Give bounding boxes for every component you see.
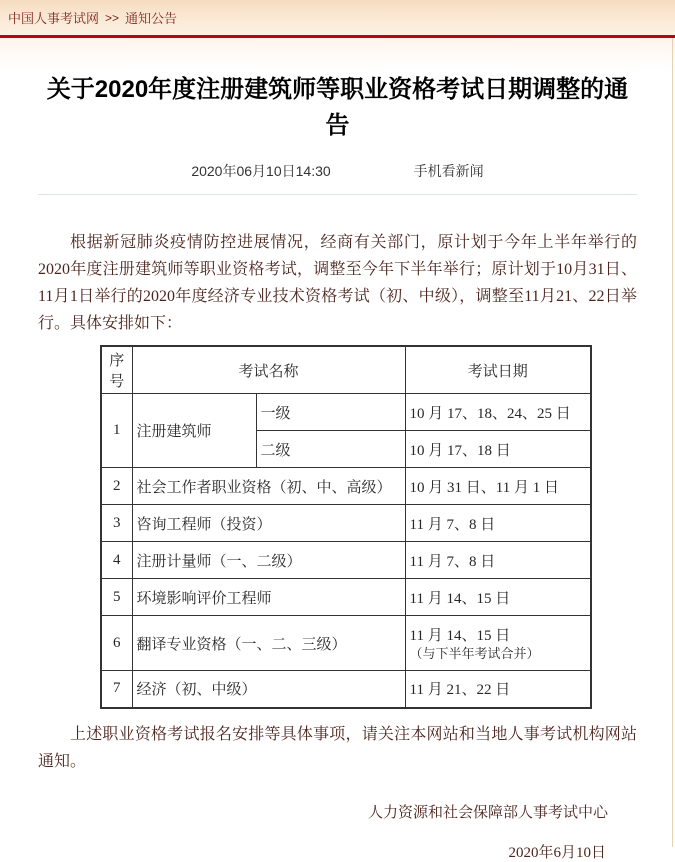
table-header-row	[101, 346, 591, 394]
breadcrumb-separator: >>	[105, 10, 120, 25]
closing-paragraph: 上述职业资格考试报名安排等具体事项，请关注本网站和当地人事考试机构网站通知。	[38, 725, 637, 770]
article-content	[0, 72, 675, 862]
cell-exam-level: 一级	[256, 394, 405, 431]
cell-seq: 7	[101, 671, 132, 708]
breadcrumb-site-link[interactable]: 中国人事考试网	[8, 11, 100, 26]
cell-exam-name: 经济（初、中级）	[132, 671, 405, 708]
cell-exam-name: 注册计量师（一、二级）	[132, 542, 405, 579]
cell-exam-date	[405, 616, 591, 671]
cell-seq: 6	[101, 616, 132, 671]
cell-exam-date: 10 月 31 日、11 月 1 日	[405, 468, 591, 505]
table-row	[101, 394, 591, 431]
cell-seq: 3	[101, 505, 132, 542]
cell-exam-name: 注册建筑师	[132, 394, 256, 468]
intro-paragraph: 根据新冠肺炎疫情防控进展情况，经商有关部门，原计划于今年上半年举行的2020年度注册建筑师等职业资格考试，调整至今年下半年举行；原计划于10月31日、11月1日举行的2020年度经济专业技术资格考试（初、中级），调整至11月21、22日举行。具体安排如下：	[38, 234, 637, 332]
header-name: 考试名称	[132, 346, 405, 394]
mobile-news-link[interactable]: 手机看新闻	[413, 163, 484, 179]
cell-exam-date: 11 月 7、8 日	[405, 505, 591, 542]
cell-exam-name: 翻译专业资格（一、二、三级）	[132, 616, 405, 671]
table-row	[101, 468, 591, 505]
table-row	[101, 616, 591, 671]
article-meta	[38, 161, 637, 181]
table-row	[101, 579, 591, 616]
meta-divider	[38, 194, 637, 195]
exam-date-main: 11 月 14、15 日	[409, 628, 511, 644]
cell-exam-date: 11 月 14、15 日	[405, 579, 591, 616]
cell-exam-date: 11 月 21、22 日	[405, 671, 591, 708]
cell-seq: 1	[101, 394, 132, 468]
header-seq: 序号	[101, 346, 132, 394]
issue-date: 2020年6月10日	[508, 844, 606, 861]
cell-exam-level: 二级	[256, 431, 405, 468]
cell-exam-name: 环境影响评价工程师	[132, 579, 405, 616]
cell-exam-date: 10 月 17、18、24、25 日	[405, 394, 591, 431]
cell-seq: 4	[101, 542, 132, 579]
issuer-signature: 人力资源和社会保障部人事考试中心	[367, 804, 608, 821]
page-title: 关于2020年度注册建筑师等职业资格考试日期调整的通告	[46, 76, 629, 139]
cell-exam-date: 11 月 7、8 日	[405, 542, 591, 579]
exam-schedule-table	[100, 345, 592, 709]
cell-seq: 5	[101, 579, 132, 616]
table-row	[101, 542, 591, 579]
publish-timestamp: 2020年06月10日14:30	[191, 163, 331, 179]
exam-date-note: （与下半年考试合并）	[409, 646, 540, 661]
cell-exam-name: 社会工作者职业资格（初、中、高级）	[132, 468, 405, 505]
header-date: 考试日期	[405, 346, 591, 394]
table-row	[101, 505, 591, 542]
table-row	[101, 671, 591, 708]
cell-seq: 2	[101, 468, 132, 505]
cell-exam-date: 10 月 17、18 日	[405, 431, 591, 468]
page-right-border	[672, 38, 673, 847]
header-fade-strip	[0, 38, 675, 72]
breadcrumb-section-link[interactable]: 通知公告	[125, 11, 178, 26]
breadcrumb	[0, 0, 675, 35]
cell-exam-name: 咨询工程师（投资）	[132, 505, 405, 542]
